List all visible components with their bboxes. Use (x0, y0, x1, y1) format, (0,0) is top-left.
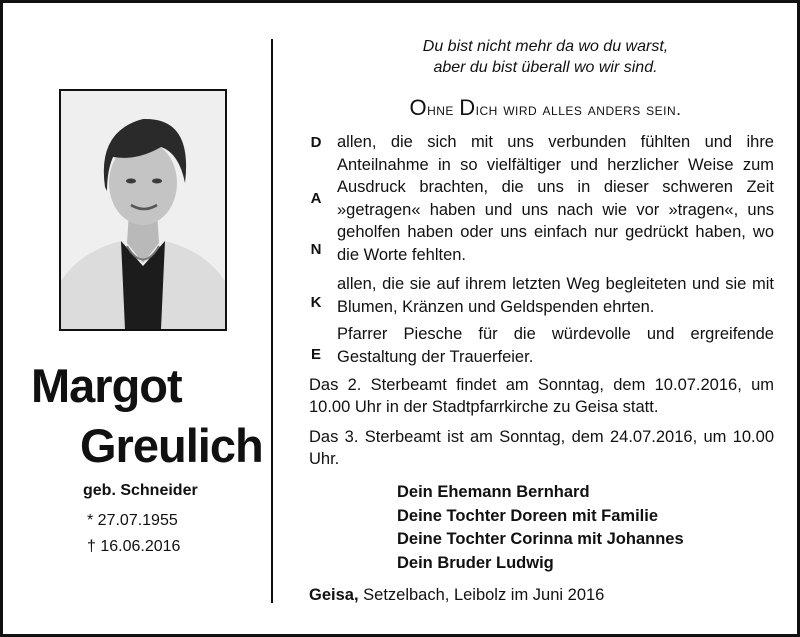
dank-letter-d: D (310, 134, 322, 151)
signer: Deine Tochter Doreen mit Familie (397, 506, 659, 525)
dank-letter-n: N (310, 241, 322, 258)
signer: Deine Tochter Corinna mit Johannes (397, 530, 684, 548)
signer: Dein Bruder Ludwig (397, 553, 554, 572)
vertical-divider (271, 39, 273, 603)
death-date: † 16.06.2016 (87, 538, 181, 555)
place-rest: Setzelbach, Leibolz im Juni 2016 (358, 586, 605, 604)
signer: Dein Ehemann Bernhard (397, 483, 590, 501)
heading-part-1: hne (427, 99, 460, 119)
maiden-name: geb. Schneider (83, 482, 198, 499)
memorial-quote (313, 36, 778, 78)
dank-letter-e: E (310, 346, 321, 363)
heading (313, 95, 778, 121)
heading-initial-o: O (409, 95, 428, 120)
deceased-last-name: Greulich (80, 419, 263, 472)
quote-line-2: aber du bist überall wo wir sind. (433, 59, 658, 76)
quote-line-1: Du bist nicht mehr da wo du warst, (422, 38, 669, 55)
signers-list (397, 481, 684, 575)
service-paragraph-1: Das 2. Sterbeamt findet am Sonntag, dem 10.07.2016, um 10.00 Uhr in der Stadtpfarrkirche zu Geisa statt. (309, 376, 774, 416)
dank-letter-a: A (310, 190, 322, 207)
birth-date: * 27.07.1955 (87, 512, 178, 529)
thanks-paragraph-3: Pfarrer Piesche für die würdevolle und ergreifende Gestaltung der Trauerfeier. (337, 325, 774, 366)
thanks-paragraph-1: allen, die sich mit uns verbunden fühlten und ihre Anteilnahme in so vielfältiger und herzlicher Weise zum Ausdruck brachten, die uns in dieser schweren Zeit »getragen« haben und uns nach wie vor »tragen«, uns geholfen haben oder uns einfach nur gedrückt haben, wo die Worte fehlten. (337, 133, 774, 264)
place-and-date (309, 586, 604, 605)
service-paragraph-2: Das 3. Sterbeamt ist am Sonntag, dem 24.07.2016, um 10.00 Uhr. (309, 428, 774, 468)
heading-part-2: ich wird alles anders sein. (475, 99, 682, 119)
thanks-paragraph-2: allen, die sie auf ihrem letzten Weg begleiteten und sie mit Blumen, Kränzen und Geldspenden ehrten. (337, 275, 774, 316)
dank-letter-k: K (310, 294, 322, 311)
portrait-photo (59, 89, 227, 331)
deceased-first-name: Margot (31, 359, 182, 412)
place-town: Geisa, (309, 586, 359, 604)
heading-initial-d: D (459, 95, 476, 120)
